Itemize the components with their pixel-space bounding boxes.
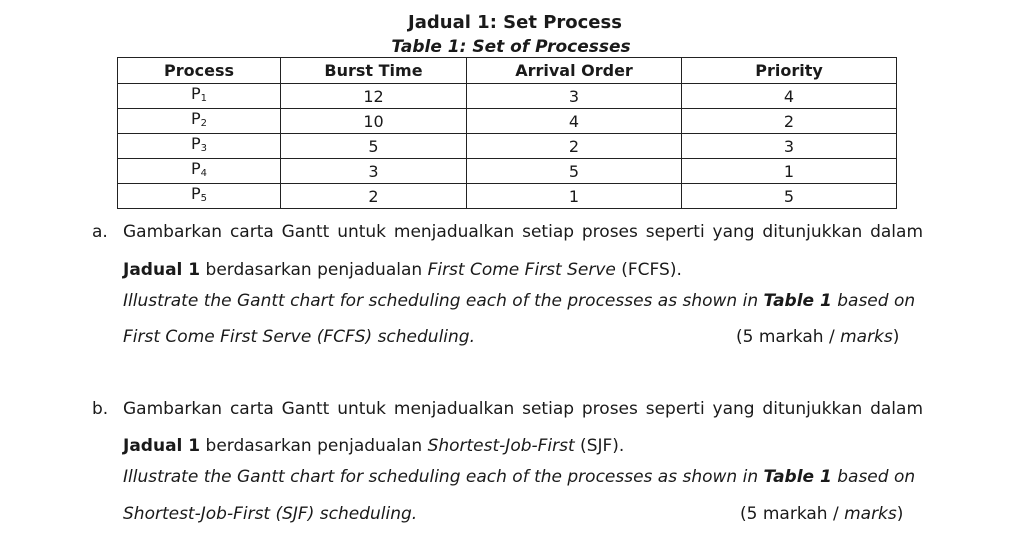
question-b-english-start: Illustrate the Gantt chart for scheduling each of the processes as shown in: [123, 467, 764, 487]
question-b-marks: [740, 504, 903, 524]
table-row: [118, 159, 897, 184]
question-a-malay-mid: berdasarkan penjadualan: [200, 260, 428, 280]
table-row: [118, 109, 897, 134]
question-a-english-table-ref: Table 1: [763, 291, 832, 311]
arrival-cell: 4: [467, 109, 682, 134]
question-b-letter: b.: [92, 399, 109, 419]
question-a-algorithm: First Come First Serve: [427, 260, 616, 280]
process-letter: P: [190, 159, 201, 178]
process-cell: [118, 84, 281, 109]
process-cell: [118, 134, 281, 159]
question-a-english-end: based on: [831, 291, 916, 311]
process-letter: P: [190, 109, 201, 128]
priority-cell: 3: [682, 134, 897, 159]
process-subscript: 4: [200, 168, 208, 179]
question-b-algorithm: Shortest-Job-First: [427, 436, 575, 456]
process-letter: P: [190, 134, 201, 153]
question-b-english-end: based on: [831, 467, 916, 487]
question-a-table-ref: Jadual 1: [123, 260, 201, 280]
marks-close: ): [892, 327, 900, 347]
burst-cell: 5: [281, 134, 467, 159]
process-cell: [118, 184, 281, 209]
table-header-row: [118, 58, 897, 84]
question-b-table-ref: Jadual 1: [123, 436, 201, 456]
marks-close: ): [896, 504, 904, 524]
process-cell: [118, 109, 281, 134]
arrival-cell: 1: [467, 184, 682, 209]
table-row: [118, 84, 897, 109]
question-b-english-line1: [123, 467, 915, 487]
question-a-english-line2: First Come First Serve (FCFS) scheduling.: [123, 327, 475, 347]
question-a-malay-line1: Gambarkan carta Gantt untuk menjadualkan setiap proses seperti yang ditunjukkan dalam: [123, 222, 923, 242]
question-a-letter: a.: [92, 222, 108, 242]
question-b-english-line2: Shortest-Job-First (SJF) scheduling.: [123, 504, 418, 524]
process-letter: P: [190, 84, 201, 103]
question-a-malay-end: (FCFS).: [615, 260, 682, 280]
priority-cell: 5: [682, 184, 897, 209]
burst-cell: 10: [281, 109, 467, 134]
question-b-malay-mid: berdasarkan penjadualan: [200, 436, 428, 456]
process-subscript: 1: [200, 93, 208, 104]
table-row: [118, 184, 897, 209]
table-title-malay: Jadual 1: Set Process: [408, 12, 622, 33]
priority-cell: 2: [682, 109, 897, 134]
table-row: [118, 134, 897, 159]
priority-cell: 4: [682, 84, 897, 109]
question-b-english-table-ref: Table 1: [763, 467, 832, 487]
marks-english: marks: [840, 327, 893, 347]
question-a-english-line1: [123, 291, 915, 311]
header-priority: Priority: [682, 58, 897, 84]
process-subscript: 2: [200, 118, 208, 129]
question-b-malay-line2: [123, 436, 624, 456]
marks-malay: (5 markah /: [736, 327, 841, 347]
question-a-marks: [736, 327, 899, 347]
header-arrival-order: Arrival Order: [467, 58, 682, 84]
arrival-cell: 5: [467, 159, 682, 184]
burst-cell: 3: [281, 159, 467, 184]
process-table: [117, 57, 897, 209]
question-b-malay-end: (SJF).: [574, 436, 625, 456]
header-burst-time: Burst Time: [281, 58, 467, 84]
process-letter: P: [190, 184, 201, 203]
process-subscript: 3: [200, 143, 208, 154]
process-subscript: 5: [200, 193, 208, 204]
question-a-english-start: Illustrate the Gantt chart for scheduling each of the processes as shown in: [123, 291, 764, 311]
header-process: Process: [118, 58, 281, 84]
question-a-malay-line2: [123, 260, 682, 280]
marks-malay: (5 markah /: [740, 504, 845, 524]
arrival-cell: 3: [467, 84, 682, 109]
process-cell: [118, 159, 281, 184]
burst-cell: 12: [281, 84, 467, 109]
question-b-malay-line1: Gambarkan carta Gantt untuk menjadualkan setiap proses seperti yang ditunjukkan dalam: [123, 399, 923, 419]
table-title-english: Table 1: Set of Processes: [391, 37, 631, 57]
arrival-cell: 2: [467, 134, 682, 159]
burst-cell: 2: [281, 184, 467, 209]
marks-english: marks: [844, 504, 897, 524]
priority-cell: 1: [682, 159, 897, 184]
